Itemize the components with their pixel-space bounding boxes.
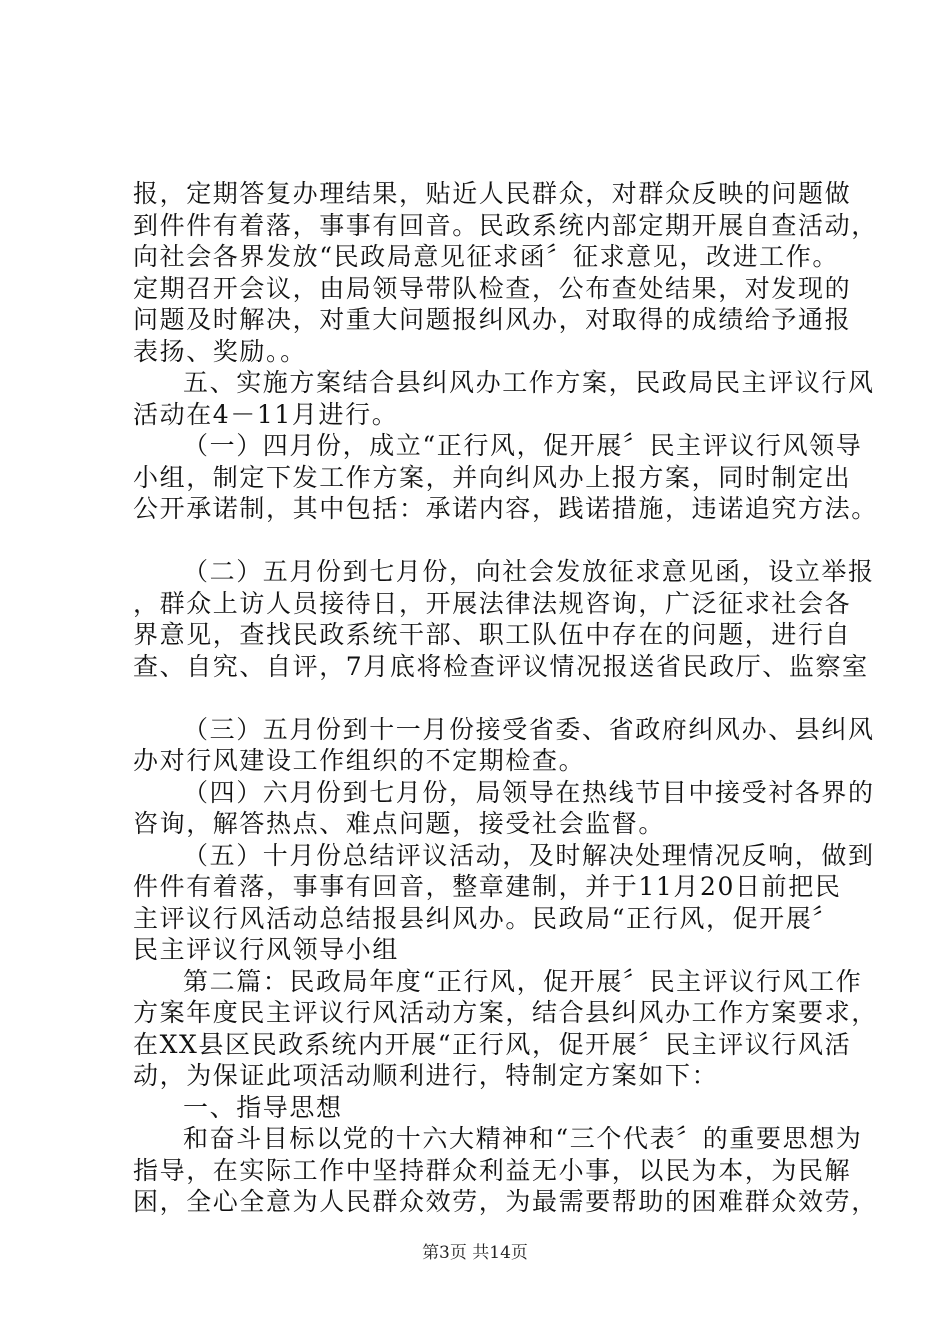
list-item-3: （三）五月份到十一月份接受省委、省政府纠风办、县纠风 <box>183 714 875 744</box>
text-line: 件件有着落，事事有回音，整章建制，并于11月20日前把民 <box>133 872 842 901</box>
list-item-5: （五）十月份总结评议活动，及时解决处理情况反响，做到 <box>183 840 875 870</box>
paragraph-gap <box>133 525 853 557</box>
text-line: ，群众上访人员接待日，开展法律法规咨询，广泛征求社会各 <box>133 588 852 618</box>
list-item-4: （四）六月份到七月份，局领导在热线节目中接受衬各界的 <box>183 777 875 807</box>
page-number-footer: 第3页 共14页 <box>422 1243 528 1263</box>
section-heading: 五、实施方案结合县纠风办工作方案，民政局民主评议行风 <box>183 368 875 397</box>
text-line: 办对行风建设工作组织的不定期检查。 <box>133 746 586 775</box>
paragraph-gap <box>133 682 853 714</box>
text-line: 表扬、奖励。。 <box>133 336 307 366</box>
text-line: 在XX县区民政系统内开展“正行风，促开展〞民主评议行风活 <box>133 1029 852 1059</box>
text-line: 报，定期答复办理结果，贴近人民群众，对群众反映的问题做 <box>133 179 852 208</box>
document-body <box>133 178 878 1218</box>
text-line: 公开承诺制，其中包括：承诺内容，践诺措施，违诺追究方法。 <box>133 494 878 523</box>
text-line: 指导，在实际工作中坚持群众利益无小事，以民为本，为民解 <box>133 1155 852 1185</box>
text-line: 定期召开会议，由局领导带队检查，公布查处结果，对发现的 <box>133 273 852 303</box>
text-line: 方案年度民主评议行风活动方案，结合县纠风办工作方案要求， <box>133 998 878 1027</box>
list-item-2: （二）五月份到七月份，向社会发放征求意见函，设立举报 <box>183 557 875 586</box>
text-line: 咨询，解答热点、难点问题，接受社会监督。 <box>133 809 666 838</box>
section-heading: 一、指导思想 <box>183 1092 343 1122</box>
text-line: 小组，制定下发工作方案，并向纠风办上报方案，同时制定出 <box>133 462 852 492</box>
text-line: 和奋斗目标以党的十六大精神和“三个代表〞的重要思想为 <box>183 1124 863 1153</box>
list-item-1: （一）四月份，成立“正行风，促开展〞民主评议行风领导 <box>183 431 863 460</box>
text-line: 动，为保证此项活动顺利进行，特制定方案如下： <box>133 1061 719 1090</box>
chapter-heading: 第二篇：民政局年度“正行风，促开展〞民主评议行风工作 <box>183 966 863 996</box>
text-line: 困，全心全意为人民群众效劳，为最需要帮助的困难群众效劳， <box>133 1187 878 1216</box>
text-line: 查、自究、自评，7月底将检查评议情况报送省民政厅、监察室 <box>133 651 869 681</box>
text-line: 民主评议行风领导小组 <box>133 935 400 964</box>
text-line: 向社会各界发放“民政局意见征求函〞征求意见，改进工作。 <box>133 242 839 271</box>
text-line: 问题及时解决，对重大问题报纠风办，对取得的成绩给予通报 <box>133 305 852 334</box>
text-line: 主评议行风活动总结报县纠风办。民政局“正行风，促开展〞 <box>133 903 839 933</box>
text-line: 到件件有着落，事事有回音。民政系统内部定期开展自查活动， <box>133 210 878 240</box>
text-line: 活动在4－11月进行。 <box>133 399 399 429</box>
text-line: 界意见，查找民政系统干部、职工队伍中存在的问题，进行自 <box>133 620 852 649</box>
